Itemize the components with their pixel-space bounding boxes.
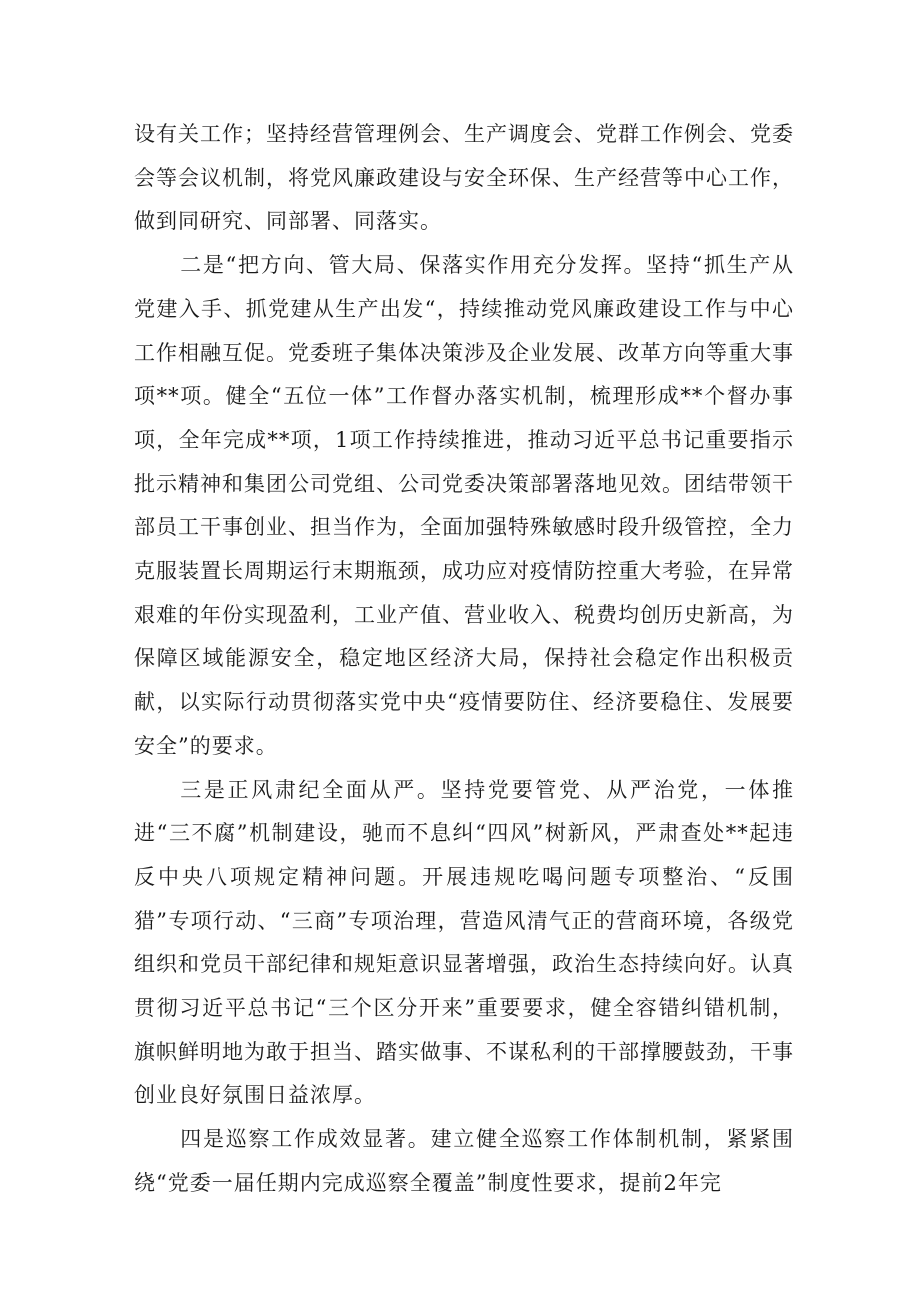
- document-body: [134, 113, 794, 1206]
- paragraph-third-point: 三是正风肃纪全面从严。坚持党要管党、从严治党，一体推进“三不腐”机制建设，驰而不息纠“四风”树新风，严肃查处**起违反中央八项规定精神问题。开展违规吃喝问题专项整治、“反围猎”专项行动、“三商”专项治理，营造风清气正的营商环境，各级党组织和党员干部纪律和规矩意识显著增强，政治生态持续向好。认真贯彻习近平总书记“三个区分开来”重要要求，健全容错纠错机制，旗帜鲜明地为敢于担当、踏实做事、不谋私利的干部撑腰鼓劲，干事创业良好氛围日益浓厚。: [134, 777, 794, 1108]
- paragraph-second-point: 二是“把方向、管大局、保落实作用充分发挥。坚持“抓生产从党建入手、抓党建从生产出发“，持续推动党风廉政建设工作与中心工作相融互促。党委班子集体决策涉及企业发展、改革方向等重大事项**项。健全“五位一体”工作督办落实机制，梳理形成**个督办事项，全年完成**项，1项工作持续推进，推动习近平总书记重要指示批示精神和集团公司党组、公司党委决策部署落地见效。团结带领干部员工干事创业、担当作为，全面加强特殊敏感时段升级管控，全力克服装置长周期运行末期瓶颈，成功应对疫情防控重大考验，在异常艰难的年份实现盈利，工业产值、营业收入、税费均创历史新高，为保障区域能源安全，稳定地区经济大局，保持社会稳定作出积极贡献，以实际行动贯彻落实党中央“疫情要防住、经济要稳住、发展要安全”的要求。: [134, 253, 794, 758]
- paragraph-fourth-point: 四是巡察工作成效显著。建立健全巡察工作体制机制，紧紧围绕“党委一届任期内完成巡察全覆盖”制度性要求，提前2年完: [134, 1127, 794, 1195]
- paragraph-continuation: 设有关工作；坚持经营管理例会、生产调度会、党群工作例会、党委会等会议机制，将党风廉政建设与安全环保、生产经营等中心工作，做到同研究、同部署、同落实。: [134, 122, 794, 234]
